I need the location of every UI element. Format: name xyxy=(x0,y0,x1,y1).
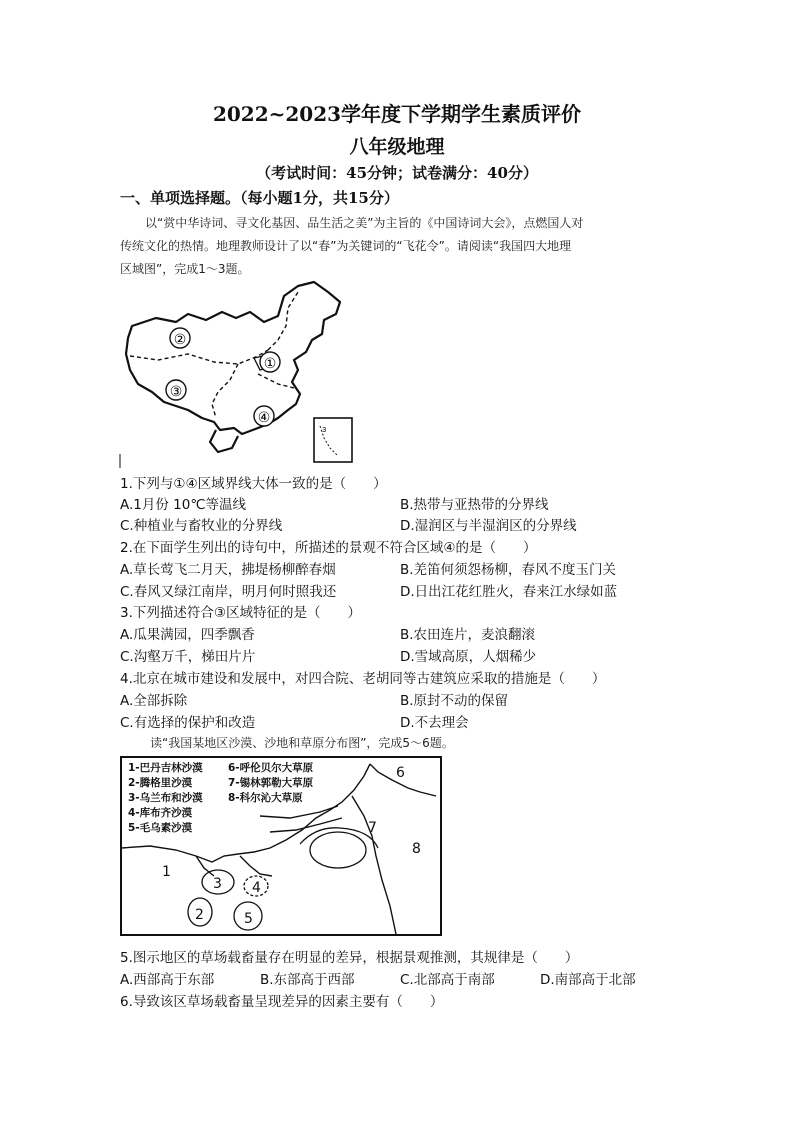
map-label-3: ③ xyxy=(169,384,183,400)
legend-6: 6-呼伦贝尔大草原 xyxy=(228,762,314,774)
intro-line-1: 以“赏中华诗词、寻文化基因、品生活之美”为主旨的《中国诗词大会》，点燃国人对 xyxy=(145,216,584,230)
legend-3: 3-乌兰布和沙漠 xyxy=(128,792,203,804)
desert-grassland-map xyxy=(120,756,442,936)
question-4-stem: 4.北京在城市建设和发展中，对四合院、老胡同等古建筑应采取的措施是（ ） xyxy=(120,671,606,687)
map-number-8: 8 xyxy=(412,841,421,857)
legend-7: 7-锡林郭勒大草原 xyxy=(228,777,314,789)
map-label-2: ② xyxy=(173,332,187,348)
map-label-1: ① xyxy=(263,356,277,372)
exam-info: （考试时间：45分钟；试卷满分：40分） xyxy=(256,164,538,182)
exam-title: 2022~2023学年度下学期学生素质评价 xyxy=(212,102,582,126)
map-number-7: 7 xyxy=(368,820,377,836)
legend-5: 5-毛乌素沙漠 xyxy=(128,822,193,834)
q2-option-a: A.草长莺飞二月天，拂堤杨柳醉春烟 xyxy=(120,562,336,578)
question-3-stem: 3.下列描述符合③区域特征的是（ ） xyxy=(120,605,361,621)
map-number-2: 2 xyxy=(195,907,204,923)
south-china-sea-inset xyxy=(314,418,352,462)
q5-option-c: C.北部高于南部 xyxy=(400,972,495,988)
map-number-3: 3 xyxy=(213,876,222,892)
q2-option-d: D.日出江花红胜火，春来江水绿如蓝 xyxy=(400,584,618,600)
q5-option-a: A.西部高于东部 xyxy=(120,972,215,988)
q3-option-c: C.沟壑万千，梯田片片 xyxy=(120,649,256,665)
q2-option-c: C.春风又绿江南岸，明月何时照我还 xyxy=(120,584,337,600)
china-regions-map xyxy=(118,278,368,468)
q3-option-a: A.瓜果满园，四季飘香 xyxy=(120,627,255,643)
q3-option-d: D.雪域高原，人烟稀少 xyxy=(400,649,537,665)
intro-map2: 读“我国某地区沙漠、沙地和草原分布图”，完成5～6题。 xyxy=(150,736,454,750)
q1-option-b: B.热带与亚热带的分界线 xyxy=(400,497,549,513)
svg-text:3: 3 xyxy=(322,426,327,434)
exam-subtitle: 八年级地理 xyxy=(349,136,445,158)
question-2-stem: 2.在下面学生列出的诗句中，所描述的景观不符合区域④的是（ ） xyxy=(120,540,537,556)
section-title: 一、单项选择题。（每小题1分，共15分） xyxy=(120,189,399,207)
question-6-stem: 6.导致该区草场载畜量呈现差异的因素主要有（ ） xyxy=(120,994,444,1010)
q4-option-b: B.原封不动的保留 xyxy=(400,693,509,709)
q1-option-d: D.湿润区与半湿润区的分界线 xyxy=(400,518,577,534)
map-number-1: 1 xyxy=(162,864,171,880)
legend-4: 4-库布齐沙漠 xyxy=(128,807,193,819)
q4-option-c: C.有选择的保护和改造 xyxy=(120,715,256,731)
map-label-4: ④ xyxy=(257,410,271,426)
q4-option-a: A.全部拆除 xyxy=(120,693,188,709)
q4-option-d: D.不去理会 xyxy=(400,715,469,731)
intro-line-2: 传统文化的热情。地理教师设计了以“春”为关键词的“飞花令”。请阅读“我国四大地理 xyxy=(120,239,572,253)
legend-2: 2-腾格里沙漠 xyxy=(128,777,193,789)
q1-option-a: A.1月份 10℃等温线 xyxy=(120,497,247,513)
q1-option-c: C.种植业与畜牧业的分界线 xyxy=(120,518,283,534)
legend-1: 1-巴丹吉林沙漠 xyxy=(128,762,203,774)
legend-8: 8-科尔沁大草原 xyxy=(228,792,303,804)
question-1-stem: 1.下列与①④区域界线大体一致的是（ ） xyxy=(120,476,387,492)
map-number-6: 6 xyxy=(396,765,405,781)
q2-option-b: B.羌笛何须怨杨柳，春风不度玉门关 xyxy=(400,562,617,578)
question-5-stem: 5.图示地区的草场载畜量存在明显的差异，根据景观推测，其规律是（ ） xyxy=(120,950,579,966)
map-number-4: 4 xyxy=(252,880,261,896)
q5-option-d: D.南部高于北部 xyxy=(540,972,636,988)
q3-option-b: B.农田连片，麦浪翻滚 xyxy=(400,627,536,643)
intro-line-3: 区域图”，完成1～3题。 xyxy=(120,262,250,276)
q5-option-b: B.东部高于西部 xyxy=(260,972,355,988)
map-number-5: 5 xyxy=(244,911,253,927)
